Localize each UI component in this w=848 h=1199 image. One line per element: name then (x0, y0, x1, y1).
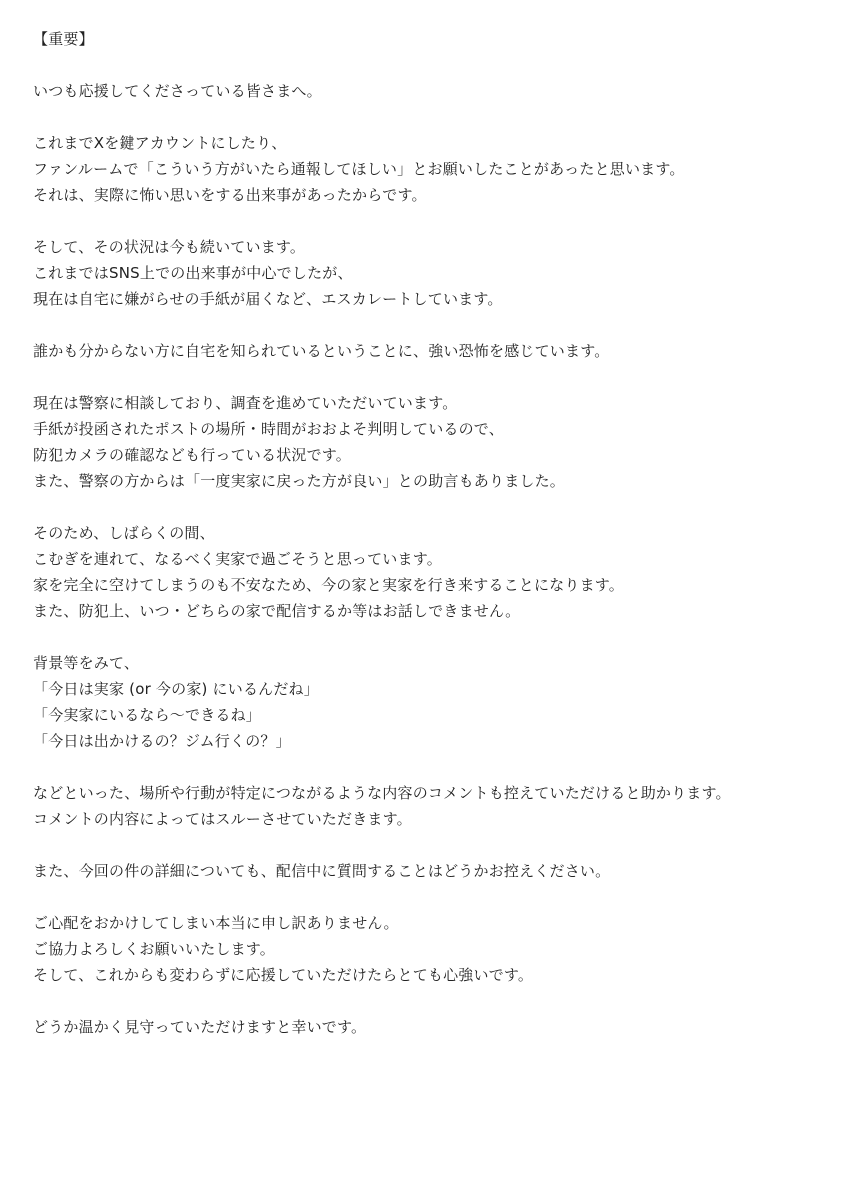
paragraph (33, 234, 833, 312)
paragraph (33, 390, 833, 494)
paragraph-line: 防犯カメラの確認なども行っている状況です。 (33, 446, 352, 464)
paragraph (33, 1014, 833, 1040)
paragraph (33, 910, 833, 988)
paragraph-line: また、今回の件の詳細についても、配信中に質問することはどうかお控えください。 (33, 862, 611, 880)
paragraph-line: 背景等をみて、 (33, 654, 140, 672)
paragraph-line: ご協力よろしくお願いいたします。 (33, 940, 276, 958)
paragraph-line: そして、これからも変わらずに応援していただけたらとても心強いです。 (33, 966, 534, 984)
paragraph-line: コメントの内容によってはスルーさせていただきます。 (33, 810, 412, 828)
paragraph-gap (33, 494, 833, 520)
paragraph-line: また、警察の方からは「一度実家に戻った方が良い」との助言もありました。 (33, 472, 566, 490)
paragraph-gap (33, 884, 833, 910)
paragraph (33, 520, 833, 624)
paragraph (33, 858, 833, 884)
paragraph-line: いつも応援してくださっている皆さまへ。 (33, 82, 322, 100)
paragraph-line: 現在は警察に相談しており、調査を進めていただいています。 (33, 394, 458, 412)
paragraph-line: 「今日は出かけるの？ジム行くの？」 (33, 732, 291, 750)
paragraph-gap (33, 624, 833, 650)
paragraph-gap (33, 312, 833, 338)
paragraph-gap (33, 104, 833, 130)
paragraph-line: これまではSNS上での出来事が中心でしたが、 (33, 264, 353, 282)
paragraph-line: それは、実際に怖い思いをする出来事があったからです。 (33, 186, 427, 204)
paragraph-line: 誰かも分からない方に自宅を知られているということに、強い恐怖を感じています。 (33, 342, 610, 360)
notice-body (33, 52, 833, 1040)
paragraph (33, 338, 833, 364)
paragraph-line: これまでXを鍵アカウントにしたり、 (33, 134, 287, 152)
paragraph-gap (33, 52, 833, 78)
paragraph-line: 家を完全に空けてしまうのも不安なため、今の家と実家を行き来することになります。 (33, 576, 625, 594)
paragraph-line: などといった、場所や行動が特定につながるような内容のコメントも控えていただけると助かります。 (33, 784, 731, 802)
paragraph-gap (33, 208, 833, 234)
paragraph-line: 「今実家にいるなら～できるね」 (33, 706, 262, 724)
paragraph-line: 「今日は実家 (or 今の家) にいるんだね」 (33, 680, 319, 698)
paragraph-gap (33, 988, 833, 1014)
notice-title: 【重要】 (33, 30, 94, 48)
paragraph-line: そして、その状況は今も続いています。 (33, 238, 306, 256)
paragraph (33, 650, 833, 754)
paragraph-gap (33, 832, 833, 858)
paragraph-line: ファンルームで「こういう方がいたら通報してほしい」とお願いしたことがあったと思います。 (33, 160, 685, 178)
notice-document (33, 26, 833, 1040)
paragraph-line: こむぎを連れて、なるべく実家で過ごそうと思っています。 (33, 550, 442, 568)
paragraph (33, 780, 833, 832)
paragraph-line: また、防犯上、いつ・どちらの家で配信するか等はお話しできません。 (33, 602, 521, 620)
paragraph-gap (33, 364, 833, 390)
paragraph-line: どうか温かく見守っていただけますと幸いです。 (33, 1018, 367, 1036)
paragraph-line: ご心配をおかけしてしまい本当に申し訳ありません。 (33, 914, 399, 932)
paragraph-gap (33, 754, 833, 780)
paragraph-line: 現在は自宅に嫌がらせの手紙が届くなど、エスカレートしています。 (33, 290, 503, 308)
paragraph (33, 130, 833, 208)
paragraph-line: そのため、しばらくの間、 (33, 524, 215, 542)
paragraph-line: 手紙が投函されたポストの場所・時間がおおよそ判明しているので、 (33, 420, 504, 438)
paragraph (33, 78, 833, 104)
